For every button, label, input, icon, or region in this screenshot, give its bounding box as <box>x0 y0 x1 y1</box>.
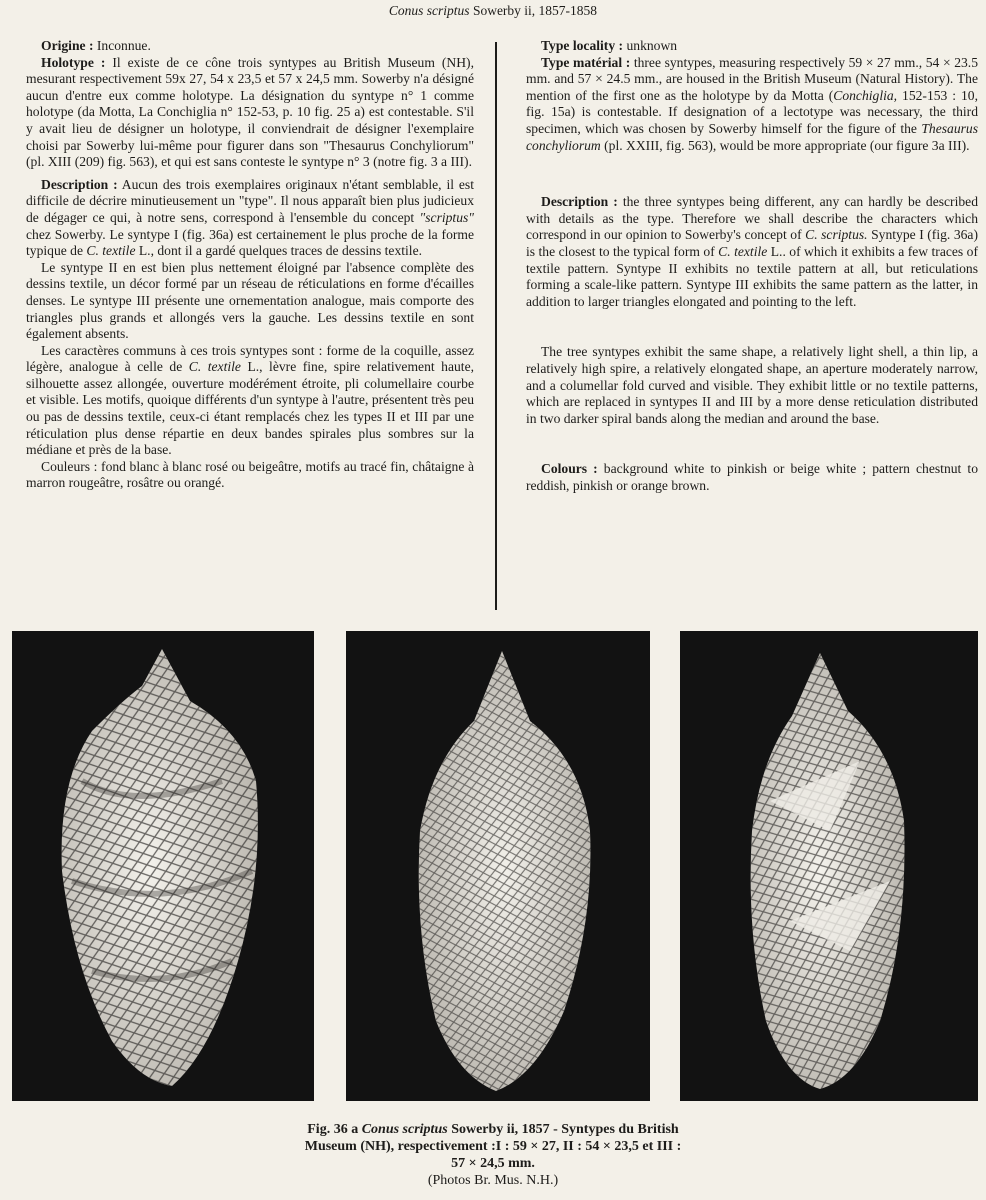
description-en-label: Description : <box>541 194 618 210</box>
material-paragraph <box>526 55 978 155</box>
holotype-label: Holotype : <box>41 54 106 70</box>
caracteres-text-b: L., lèvre fine, spire relativement haute, silhouette assez allongée, ouverture modérément étroite, pli columellaire courbe et visible. Les motifs, quoique différents d'un syntype à l'autre, présentent très peu ou pas de dessins textile, ceux-ci étant remplacés chez les types II et III par une réticulation plus dense répartie en deux bandes spirales plus sombres sur la médiane et près de la base. <box>26 359 474 458</box>
material-thesaurus: Thesaurus conchyliorum <box>526 120 978 153</box>
origine-label: Origine : <box>41 38 94 53</box>
origine-paragraph <box>26 38 474 55</box>
colours-label: Colours : <box>541 461 598 477</box>
caption-line-3: 57 × 24,5 mm. <box>451 1156 535 1171</box>
holotype-paragraph <box>26 55 474 171</box>
description-fr-text-c: L., dont il a gardé quelques traces de dessins textile. <box>135 243 423 259</box>
colours-text: background white to pinkish or beige white ; pattern chestnut to reddish, pinkish or orange brown. <box>526 461 978 493</box>
shape-paragraph: The tree syntypes exhibit the same shape, a relatively light shell, a thin lip, a relatively high spire, a relatively elongated shape, an aperture moderately narrow, and a columellar fold curved and visible. They exhibit little or no textile patterns, which are replaced in syntypes II and III by a more dense reticulation distributed in two darker spiral bands along the median and around the base. <box>526 344 978 426</box>
syntype-1-photo <box>12 631 314 1101</box>
caption-line-2: Museum (NH), respectivement :I : 59 × 27, II : 54 × 23,5 et III : <box>304 1139 682 1154</box>
caption-fig-number: Fig. 36 a <box>307 1122 362 1137</box>
description-en-textile: C. textile <box>718 243 768 259</box>
syntype-2-shell-image <box>346 631 650 1101</box>
material-text-b: 152-153 : 10, fig. 15a) is contestable. If designation of a lectotype was necessary, the third specimen, which was chosen by Sowerby himself for the figure of the <box>526 87 978 136</box>
description-en-scriptus: C. scriptus. <box>805 227 868 243</box>
syntype-2-photo <box>346 631 650 1101</box>
header-species: Conus scriptus <box>388 3 470 18</box>
description-fr-textile: C. textile <box>86 243 136 259</box>
description-en-text-b: Syntype I (fig. 36a) is the closest to the typical form of <box>526 227 978 259</box>
locality-paragraph <box>526 38 978 55</box>
caption-species: Conus scriptus <box>361 1122 448 1137</box>
description-fr-paragraph <box>26 177 474 260</box>
description-fr-scriptus: "scriptus" <box>419 209 474 225</box>
french-column <box>26 38 474 492</box>
figure-caption <box>0 1121 986 1189</box>
material-conchiglia: Conchiglia, <box>833 87 898 103</box>
description-fr-label: Description : <box>41 176 118 192</box>
description-en-text-c: L.. of which it exhibits a few traces of textile pattern. Syntype II exhibits no textile pattern at all, but reticulations forming a scale-like pattern. Syntype III exhibits the same pattern as the latter, in addition to larger triangles elongated and pointing to the left. <box>526 243 978 309</box>
syntype2-fr-paragraph: Le syntype II en est bien plus nettement éloigné par l'absence complète des dessins textile, un décor formé par un réseau de réticulations en forme d'écailles denses. Le syntype III présente une ornementation analogue, mais comporte des triangles plus grands et allongés vers la gauche. Les dessins textile en sont également absents. <box>26 259 474 342</box>
caption-line-1 <box>0 1121 986 1138</box>
photo-credit: (Photos Br. Mus. N.H.) <box>427 1173 559 1188</box>
caption-line-1-rest: Sowerby ii, 1857 - Syntypes du British <box>447 1122 679 1137</box>
description-fr-text-b: chez Sowerby. Le syntype I (fig. 36a) est certainement le plus proche de la forme typique de <box>26 226 474 259</box>
syntype-1-shell-image <box>12 631 314 1101</box>
page-header <box>0 2 986 20</box>
caracteres-textile: C. textile <box>188 359 241 375</box>
material-text-c: (pl. XXIII, fig. 563), would be more appropriate (our figure 3a III). <box>600 137 970 153</box>
caracteres-text-a: Les caractères communs à ces trois syntypes sont : forme de la coquille, assez légère, analogue à celle de <box>26 342 474 375</box>
column-divider <box>495 42 497 610</box>
locality-label: Type locality : <box>541 38 624 53</box>
caracteres-paragraph <box>26 343 474 459</box>
description-en-text-a: the three syntypes being different, any can hardly be described with details as the type. Therefore we shall describe the characters which correspond in our opinion to Sowerby's concept of <box>526 194 978 243</box>
header-author: Sowerby ii, 1857-1858 <box>472 3 598 18</box>
description-fr-text-a: Aucun des trois exemplaires originaux n'étant semblable, il est difficile de décrire minutieusement un "type". Il nous apparaît bien plus judicieux de dégager ce qui, à notre sens, correspond à l'ensemble du concept <box>26 176 474 225</box>
description-en-paragraph <box>526 194 978 310</box>
colours-paragraph <box>526 461 978 494</box>
material-text-a: three syntypes, measuring respectively 59 × 27 mm., 54 × 23.5 mm. and 57 × 24.5 mm., are housed in the British Museum (Natural History). The mention of the first one as the holotype by da Motta ( <box>526 54 978 103</box>
locality-text: unknown <box>626 38 678 53</box>
english-column <box>526 38 978 494</box>
couleurs-paragraph: Couleurs : fond blanc à blanc rosé ou beigeâtre, motifs au tracé fin, châtaigne à marron rougeâtre, rosâtre ou orangé. <box>26 458 474 491</box>
origine-text: Inconnue. <box>96 38 151 53</box>
syntype-3-shell-image <box>680 631 978 1101</box>
holotype-text: Il existe de ce cône trois syntypes au British Museum (NH), mesurant respectivement 59x 27, 54 x 23,5 et 57 x 24,5 mm. Sowerby n'a désigné aucun d'entre eux comme holotype. La désignation du syntype n° 1 comme holotype (da Motta, La Conchiglia n° 152-53, p. 10 fig. 25 a) est contestable. S'il y avait lieu de désigner un holotype, il conviendrait de désigner l'exemplaire choisi par Sowerby lui-même pour figurer dans son "Thesaurus Conchyliorum" (pl. XIII (209) fig. 563), et qui est sans conteste le syntype n° 3 (notre fig. 3 a III). <box>26 54 474 170</box>
syntype-3-photo <box>680 631 978 1101</box>
material-label: Type matérial : <box>541 54 631 70</box>
